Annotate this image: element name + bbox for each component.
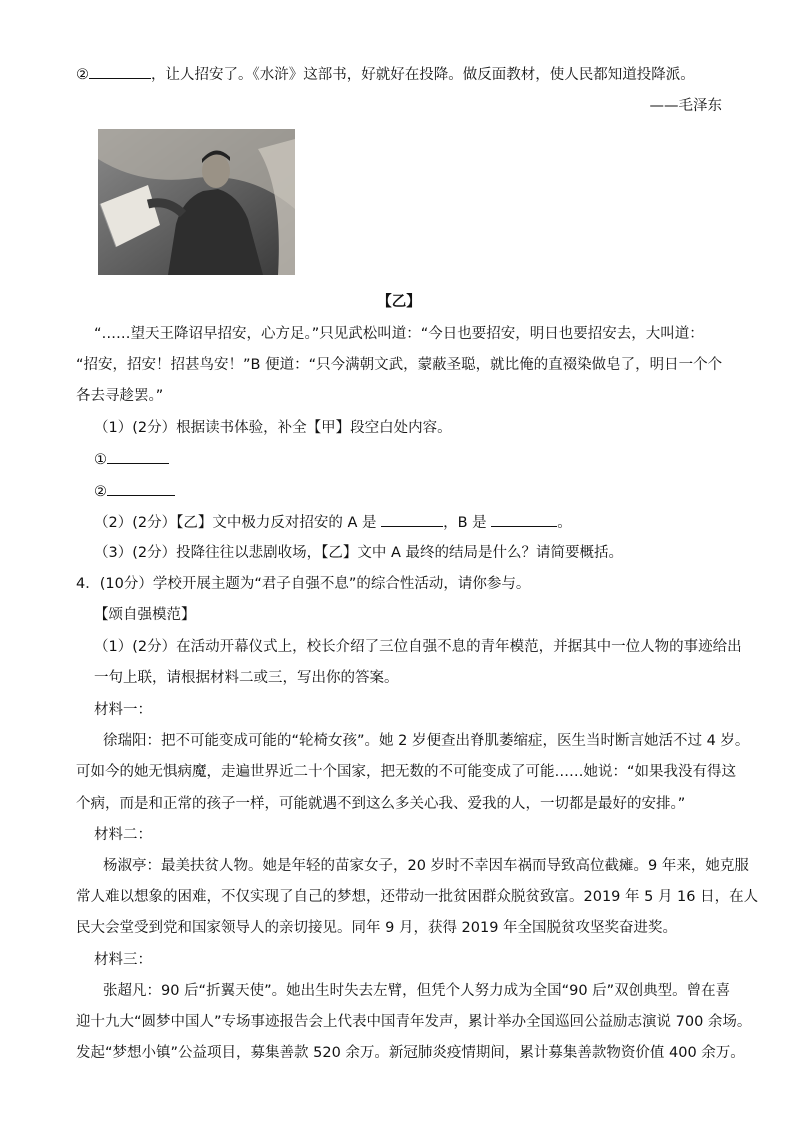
section-yi-heading: 【乙】 (377, 294, 421, 310)
material-3-line-2: 迎十九大“圆梦中国人”专场事迹报告会上代表中国青年发声，累计举办全国巡回公益励志演说 700 余场。 (76, 1014, 752, 1030)
attribution: ——毛泽东 (649, 98, 722, 114)
material-1-label: 材料一： (94, 702, 152, 718)
question-2-part-c: 。 (557, 515, 572, 531)
material-2-line-3: 民大会堂受到党和国家领导人的亲切接见。同年 9 月，获得 2019 年全国脱贫攻坚奖奋进奖。 (76, 920, 678, 936)
quote-text: ，让人招安了。《水浒》这部书，好就好在投降。做反面教材，使人民都知道投降派。 (151, 67, 695, 83)
answer-line-2 (94, 481, 722, 502)
text-yi-line-2: “招安，招安！招甚鸟安！”B 便道：“只今满朝文武，蒙蔽圣聪，就比俺的直裰染做皂了，明日一个个 (76, 357, 723, 373)
question-2 (94, 512, 722, 533)
question-3: （3）(2分）投降往往以悲剧收场，【乙】文中 A 最终的结局是什么？请简要概括。 (94, 545, 623, 561)
circled-number-2b: ② (94, 484, 107, 500)
answer-blank-b[interactable] (491, 512, 557, 527)
photo-illustration (98, 129, 295, 275)
material-2-line-2: 常人难以想象的困难，不仅实现了自己的梦想，还带动一批贫困群众脱贫致富。2019 年 5 月 16 日，在人 (76, 889, 759, 905)
photo-reading-man (98, 129, 295, 275)
material-3-line-3: 发起“梦想小镇”公益项目，募集善款 520 余万。新冠肺炎疫情期间，累计募集善款物资价值 400 余万。 (76, 1045, 745, 1061)
answer-blank-a[interactable] (381, 512, 443, 527)
material-1-line-1: 徐瑞阳：把不可能变成可能的“轮椅女孩”。她 2 岁便查出脊肌萎缩症，医生当时断言她活不过 4 岁。 (103, 733, 750, 749)
question-4-1-line-2: 一句上联，请根据材料二或三，写出你的答案。 (94, 670, 399, 686)
material-2-label: 材料二： (94, 827, 152, 843)
circled-number-2: ② (76, 67, 89, 83)
text-yi-line-1: “……望天王降诏早招安，心方足。”只见武松叫道：“今日也要招安，明日也要招安去，大叫道： (94, 326, 704, 342)
material-2-line-1: 杨淑亭：最美扶贫人物。她是年轻的苗家女子，20 岁时不幸因车祸而导致高位截瘫。9 年来，她克服 (103, 858, 749, 874)
material-1-line-2: 可如今的她无惧病魔，走遍世界近二十个国家，把无数的不可能变成了可能……她说：“如果我没有得这 (76, 764, 737, 780)
material-3-line-1: 张超凡：90 后“折翼天使”。她出生时失去左臂，但凭个人努力成为全国“90 后”双创典型。曾在喜 (103, 983, 731, 999)
circled-number-1: ① (94, 452, 107, 468)
question-4: 4．(10分）学校开展主题为“君子自强不息”的综合性活动，请你参与。 (76, 576, 531, 592)
fill-line-2 (76, 64, 722, 85)
answer-blank-2[interactable] (107, 481, 175, 496)
question-1: （1）(2分）根据读书体验，补全【甲】段空白处内容。 (94, 420, 452, 436)
subsection-heading: 【颂自强模范】 (94, 607, 196, 623)
question-2-part-a: （2）(2分）【乙】文中极力反对招安的 A 是 (94, 515, 377, 531)
text-yi-line-3: 各去寻趁罢。” (76, 388, 164, 404)
answer-blank[interactable] (89, 64, 151, 79)
material-3-label: 材料三： (94, 952, 152, 968)
question-2-part-b: ，B 是 (443, 515, 487, 531)
answer-blank-1[interactable] (107, 449, 169, 464)
material-1-line-3: 个病，而是和正常的孩子一样，可能就遇不到这么多关心我、爱我的人，一切都是最好的安排。” (76, 796, 686, 812)
answer-line-1 (94, 449, 722, 470)
question-4-1-line-1: （1）(2分）在活动开幕仪式上，校长介绍了三位自强不息的青年模范，并据其中一位人物的事迹给出 (94, 639, 742, 655)
